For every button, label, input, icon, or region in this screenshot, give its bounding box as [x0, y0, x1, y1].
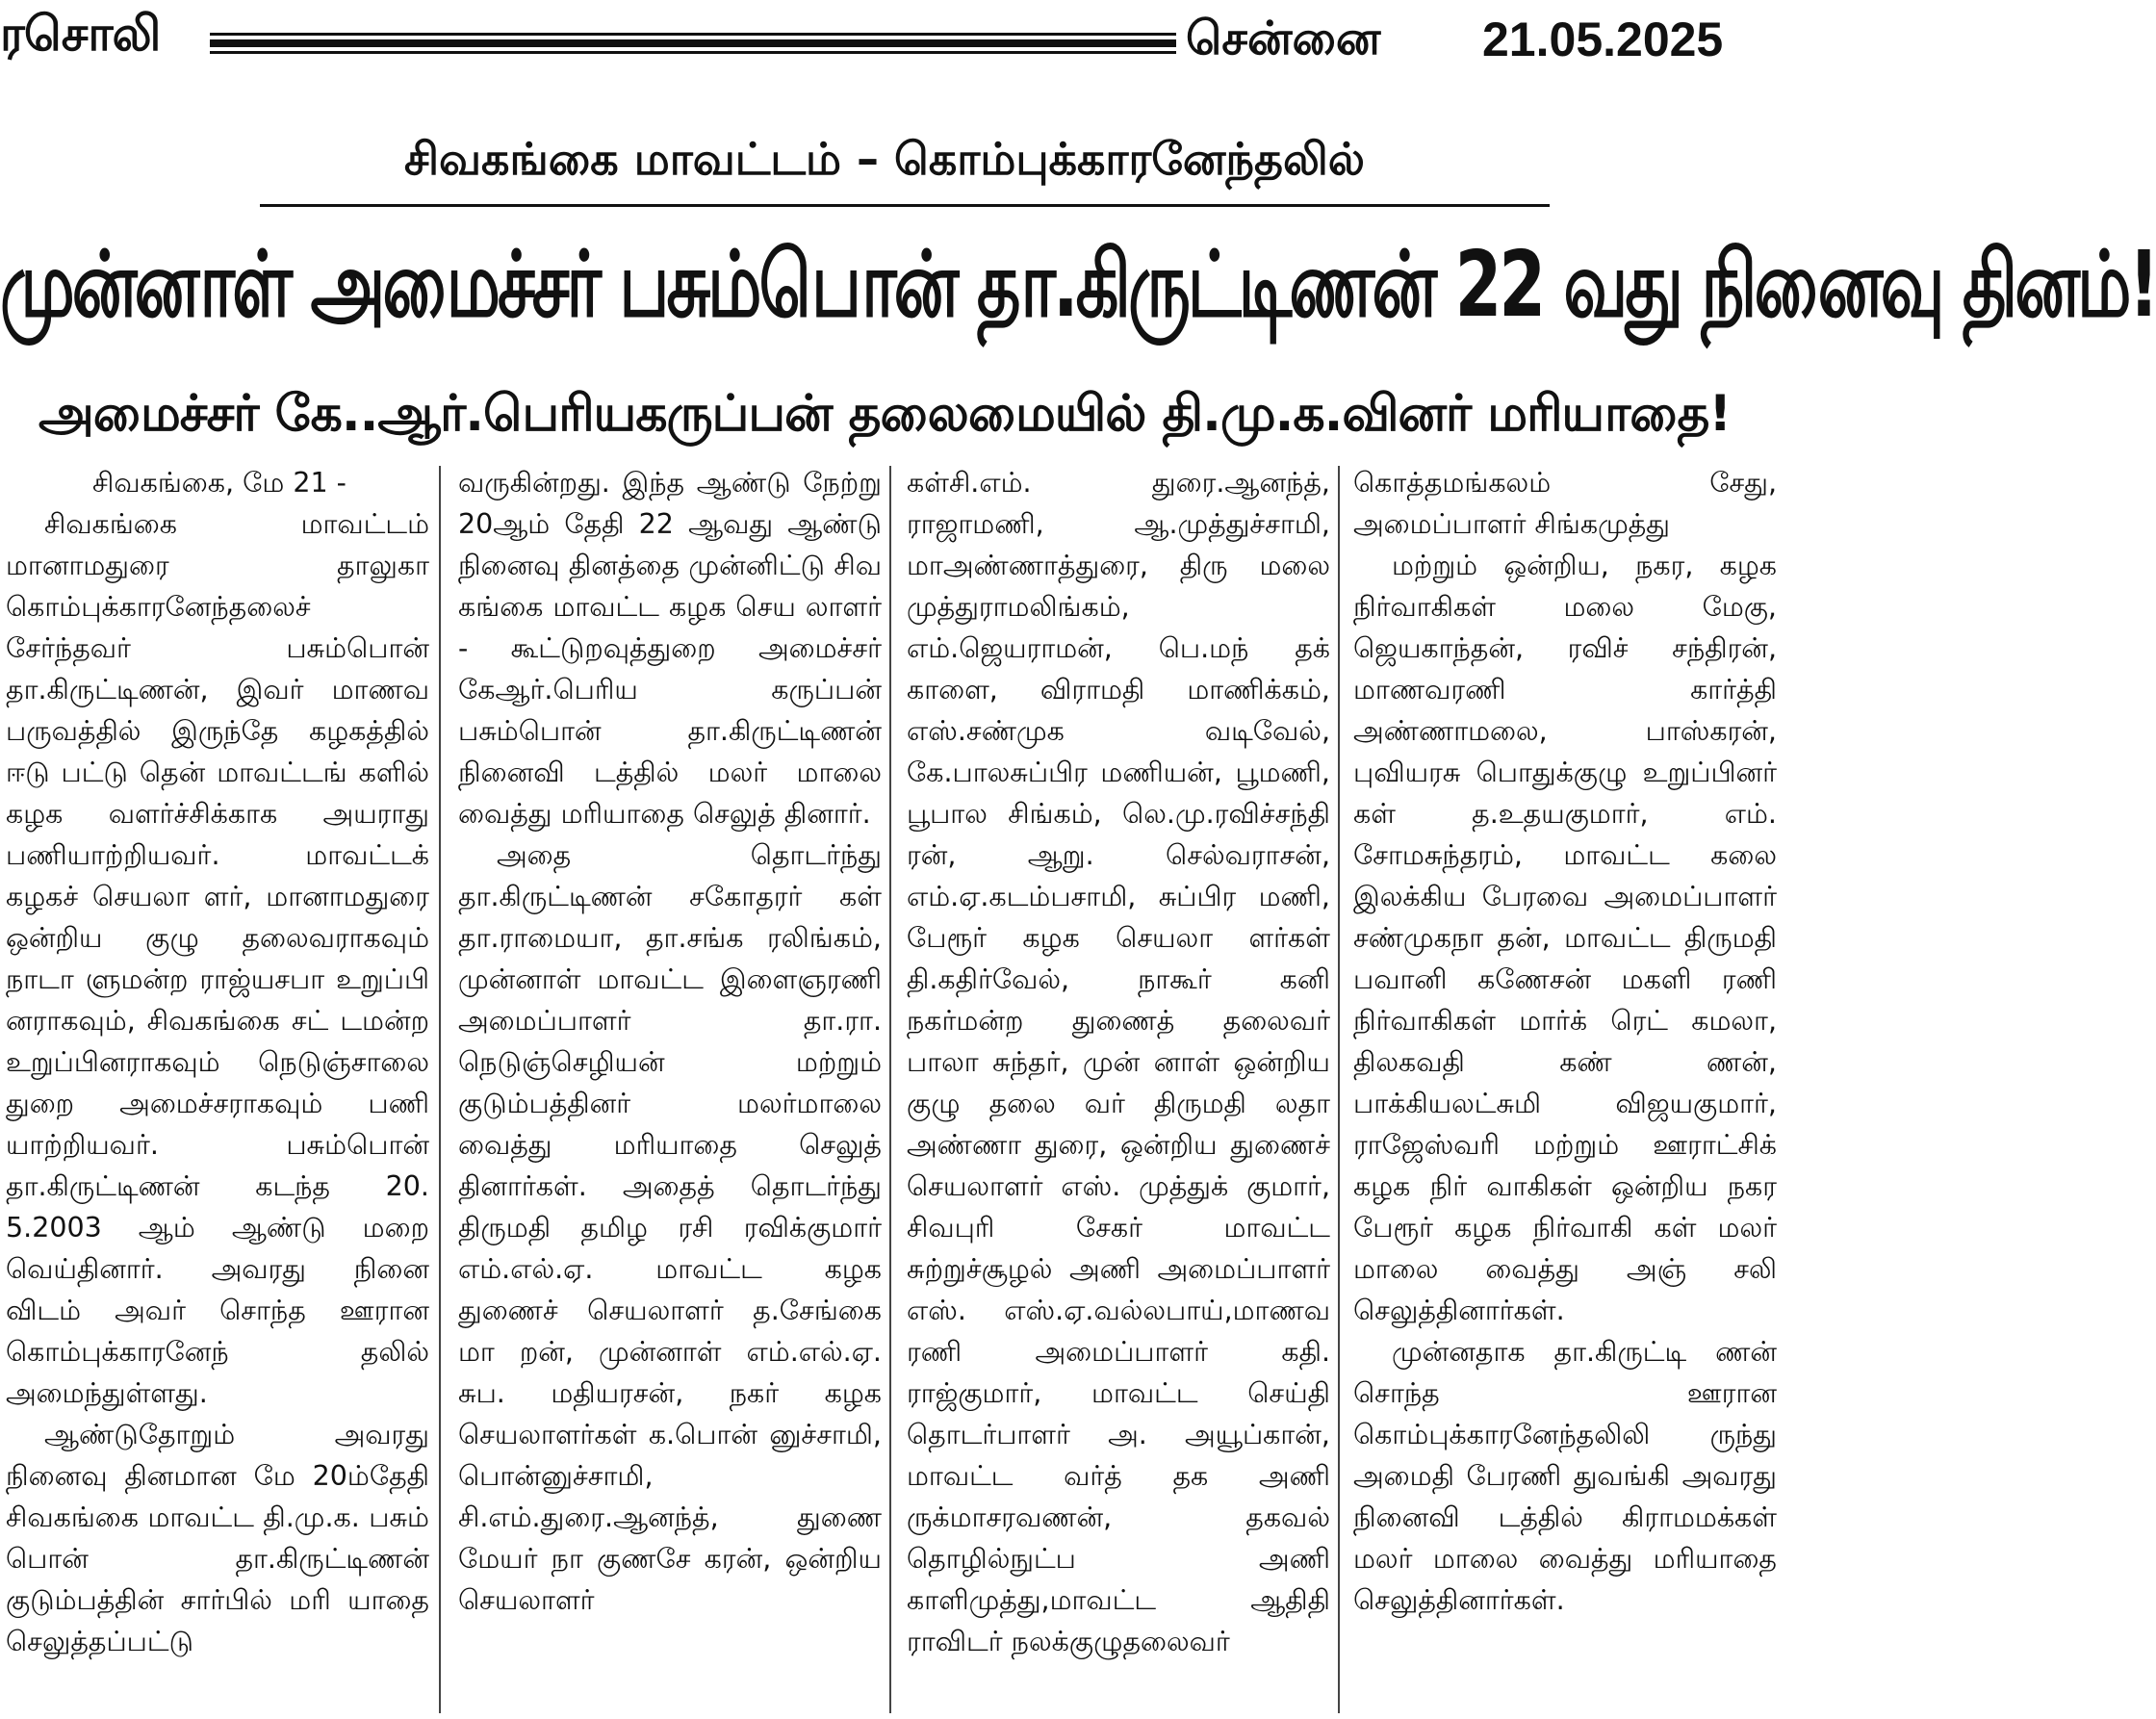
- article-body: [6, 462, 1777, 1713]
- article-paragraph: வருகின்றது. இந்த ஆண்டு நேற்று 20ஆம் தேதி 22 ஆவது ஆண்டு நினைவு தினத்தை முன்னிட்டு சிவ கங்கை மாவட்ட கழக செய லாளர் - கூட்டுறவுத்துறை அமைச்சர் கேஆர்.பெரிய கருப்பன் பசும்பொன் தா.கிருட்டிணன் நினைவி டத்தில் மலர் மாலை வைத்து மரியாதை செலுத் தினார்.: [458, 467, 882, 830]
- kicker-line: சிவகங்கை மாவட்டம் – கொம்புக்காரனேந்தலில்: [403, 133, 1365, 185]
- article-dateline: சிவகங்கை, மே 21 -: [92, 467, 346, 499]
- article-paragraph: கொத்தமங்கலம் சேது, அமைப்பாளர் சிங்கமுத்து: [1353, 467, 1777, 540]
- article-paragraph: சிவகங்கை மாவட்டம் மானாமதுரை தாலுகா கொம்புக்காரனேந்தலைச் சேர்ந்தவர் பசும்பொன் தா.கிருட்டிணன், இவர் மாணவ பருவத்தில் இருந்தே கழகத்தில் ஈடு பட்டு தென் மாவட்டங் களில் கழக வளர்ச்சிக்காக அயராது பணியாற்றியவர். மாவட்டக் கழகச் செயலா ளர், மானாமதுரை ஒன்றிய குழு தலைவராகவும் நாடா ளுமன்ற ராஜ்யசபா உறுப்பி னராகவும், சிவகங்கை சட் டமன்ற உறுப்பினராகவும் நெடுஞ்சாலை துறை அமைச்சராகவும் பணி யாற்றியவர். பசும்பொன் தா.கிருட்டிணன் கடந்த 20. 5.2003 ஆம் ஆண்டு மறை வெய்தினார். அவரது நினை விடம் அவர் சொந்த ஊரான கொம்புக்காரனேந் தலில் அமைந்துள்ளது.: [6, 508, 429, 1409]
- newspaper-name: ரசொலி: [0, 6, 161, 62]
- kicker-divider: [260, 204, 1550, 207]
- article-column-2: [458, 462, 882, 1713]
- article-paragraph: முன்னதாக தா.கிருட்டி ணன் சொந்த ஊரான கொம்புக்காரனேந்தலிலி ருந்து அமைதி பேரணி துவங்கி அவரது நினைவி டத்தில் கிராமமக்கள் மலர் மாலை வைத்து மரியாதை செலுத்தினார்கள்.: [1353, 1336, 1777, 1616]
- article-paragraph: ஆண்டுதோறும் அவரது நினைவு தினமான மே 20ம்தேதி சிவகங்கை மாவட்ட தி.மு.க. பசும் பொன் தா.கிருட்டிணன் குடும்பத்தின் சார்பில் மரி யாதை செலுத்தப்பட்டு: [6, 1419, 429, 1657]
- edition-date: 21.05.2025: [1482, 13, 1724, 66]
- article-column-3: [907, 462, 1330, 1713]
- headline: முன்னாள் அமைச்சர் பசும்பொன் தா.கிருட்டிணன் 22 வது நினைவு தினம்!: [0, 231, 2156, 338]
- article-column-1: [6, 462, 429, 1713]
- masthead: [0, 0, 1769, 96]
- subheadline: அமைச்சர் கே..ஆர்.பெரியகருப்பன் தலைமையில் தி.மு.க.வினர் மரியாதை!: [38, 385, 1732, 443]
- article-paragraph: மற்றும் ஒன்றிய, நகர, கழக நிர்வாகிகள் மலை மேகு, ஜெயகாந்தன், ரவிச் சந்திரன், மாணவரணி கார்த்தி அண்ணாமலை, பாஸ்கரன், புவியரசு பொதுக்குழு உறுப்பினர் கள் த.உதயகுமார், எம். சோமசுந்தரம், மாவட்ட கலை இலக்கிய பேரவை அமைப்பாளர் சண்முகநா தன், மாவட்ட திருமதி பவானி கணேசன் மகளி ரணி நிர்வாகிகள் மார்க் ரெட் கமலா, திலகவதி கண் ணன், பாக்கியலட்சுமி விஜயகுமார், ராஜேஸ்வரி மற்றும் ஊராட்சிக் கழக நிர் வாகிகள் ஒன்றிய நகர பேரூர் கழக நிர்வாகி கள் மலர் மாலை வைத்து அஞ் சலி செலுத்தினார்கள்.: [1353, 550, 1777, 1326]
- masthead-rule: [210, 33, 1176, 65]
- article-paragraph: அதை தொடர்ந்து தா.கிருட்டிணன் சகோதரர் கள் தா.ராமையா, தா.சங்க ரலிங்கம், முன்னாள் மாவட்ட இளைஞரணி அமைப்பாளர் தா.ரா. நெடுஞ்செழியன் மற்றும் குடும்பத்தினர் மலர்மாலை வைத்து மரியாதை செலுத் தினார்கள். அதைத் தொடர்ந்து திருமதி தமிழ ரசி ரவிக்குமார் எம்.எல்.ஏ. மாவட்ட கழக துணைச் செயலாளர் த.சேங்கை மா றன், முன்னாள் எம்.எல்.ஏ. சுப. மதியரசன், நகர் கழக செயலாளர்கள் க.பொன் னுச்சாமி, பொன்னுச்சாமி, சி.எம்.துரை.ஆனந்த், துணை மேயர் நா குணசே கரன், ஒன்றிய செயலாளர்: [458, 839, 882, 1616]
- article-paragraph: கள்சி.எம். துரை.ஆனந்த், ராஜாமணி, ஆ.முத்துச்சாமி, மாஅண்ணாத்துரை, திரு மலை முத்துராமலிங்கம், எம்.ஜெயராமன், பெ.மந் தக் காளை, விராமதி மாணிக்கம், எஸ்.சண்முக வடிவேல், கே.பாலசுப்பிர மணியன், பூமணி, பூபால சிங்கம், லெ.மு.ரவிச்சந்தி ரன், ஆறு. செல்வராசன், எம்.ஏ.கடம்பசாமி, சுப்பிர மணி, பேரூர் கழக செயலா ளர்கள் தி.கதிர்வேல், நாகூர் கனி நகர்மன்ற துணைத் தலைவர் பாலா சுந்தர், முன் னாள் ஒன்றிய குழு தலை வர் திருமதி லதா அண்ணா துரை, ஒன்றிய துணைச் செயலாளர் எஸ். முத்துக் குமார், சிவபுரி சேகர் மாவட்ட சுற்றுச்சூழல் அணி அமைப்பாளர் எஸ். எஸ்.ஏ.வல்லபாய்,மாணவ ரணி அமைப்பாளர் கதி. ராஜ்குமார், மாவட்ட செய்தி தொடர்பாளர் அ. அயூப்கான், மாவட்ட வர்த் தக அணி ருக்மாசரவணன், தகவல் தொழில்நுட்ப அணி காளிமுத்து,மாவட்ட ஆதிதி ராவிடர் நலக்குழுதலைவர்: [907, 467, 1330, 1657]
- article-column-4: [1353, 462, 1777, 1713]
- edition-city: சென்னை: [1186, 12, 1381, 65]
